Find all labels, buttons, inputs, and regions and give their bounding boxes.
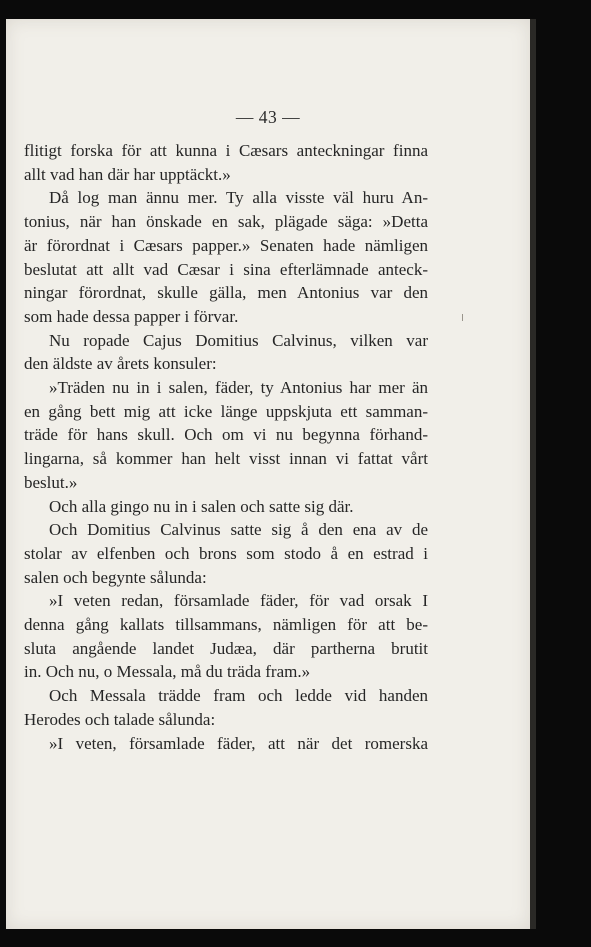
text-line: ningar förordnat, skulle gälla, men Antonius var den (24, 283, 428, 303)
text-line: salen och begynte sålunda: (24, 567, 207, 587)
text-line: som hade dessa papper i förvar. (24, 306, 239, 326)
page-edge-shadow (530, 19, 536, 929)
text-line: är förordnat i Cæsars papper.» Senaten hade nämligen (24, 235, 428, 255)
text-line: beslut.» (24, 472, 78, 492)
text-line: stolar av elfenben och brons som stodo å en estrad i (24, 543, 428, 563)
text-line: »I veten redan, församlade fäder, för vad orsak I (49, 591, 428, 611)
text-line: Och Messala trädde fram och ledde vid handen (49, 686, 428, 706)
paper-speck (462, 314, 463, 321)
text-line: allt vad han där har upptäckt.» (24, 164, 231, 184)
text-line: Då log man ännu mer. Ty alla visste väl huru An- (49, 188, 428, 208)
text-line: beslutat att allt vad Cæsar i sina efterlämnade anteck- (24, 259, 428, 279)
text-line: sluta angående landet Judæa, där partherna brutit (24, 638, 428, 658)
text-line: Och Domitius Calvinus satte sig å den ena av de (49, 520, 428, 540)
text-line: flitigt forska för att kunna i Cæsars anteckningar finna (24, 141, 428, 160)
text-line: den äldste av årets konsuler: (24, 354, 217, 374)
body-text (24, 139, 428, 755)
text-line: träde för hans skull. Och om vi nu begynna förhand- (24, 425, 428, 445)
text-line: »I veten, församlade fäder, att när det romerska (49, 733, 428, 753)
book-page (6, 19, 530, 929)
page-number: — 43 — (235, 107, 301, 127)
text-line: lingarna, så kommer han helt visst innan vi fattat vårt (24, 449, 428, 469)
text-line: Herodes och talade sålunda: (24, 709, 216, 729)
text-line: in. Och nu, o Messala, må du träda fram.» (24, 662, 311, 682)
text-line: tonius, när han önskade en sak, plägade säga: »Detta (24, 212, 428, 232)
text-line: »Träden nu in i salen, fäder, ty Antonius har mer än (49, 378, 428, 398)
text-line: Och alla gingo nu in i salen och satte sig där. (49, 496, 354, 516)
text-line: denna gång kallats tillsammans, nämligen för att be- (24, 615, 428, 635)
text-line: en gång bett mig att icke länge uppskjuta ett samman- (24, 401, 428, 421)
text-line: Nu ropade Cajus Domitius Calvinus, vilken var (49, 330, 428, 350)
